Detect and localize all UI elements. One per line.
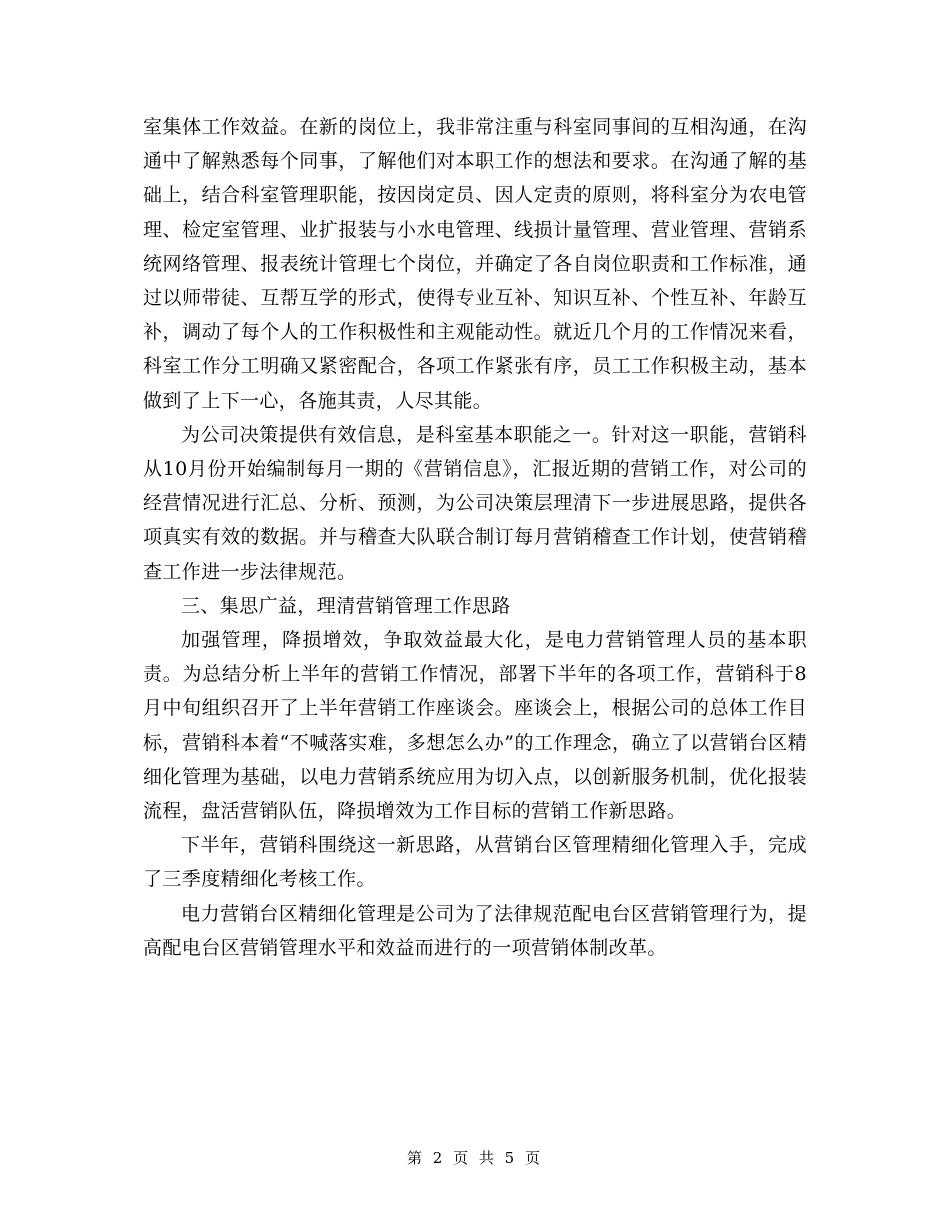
paragraph-second-half: 下半年，营销科围绕这一新思路，从营销台区管理精细化管理入手，完成了三季度精细化考核工作。: [143, 834, 807, 891]
page-number-footer: 第 2 页 共 5 页: [407, 1149, 543, 1167]
paragraph-management-duty: 加强管理，降损增效，争取效益最大化，是电力营销管理人员的基本职责。为总结分析上半年的营销工作情况，部署下半年的各项工作，营销科于8月中旬组织召开了上半年营销工作座谈会。座谈会上，根据公司的总体工作目标，营销科本着“不喊落实难，多想怎么办”的工作理念，确立了以营销台区精细化管理为基础，以电力营销系统应用为切入点，以创新服务机制，优化报装流程，盘活营销队伍，降损增效为工作目标的营销工作新思路。: [143, 629, 807, 823]
paragraph-refined-management: 电力营销台区精细化管理是公司为了法律规范配电台区营销管理行为，提高配电台区营销管理水平和效益而进行的一项营销体制改革。: [143, 902, 807, 959]
paragraph-decision-info: 为公司决策提供有效信息，是科室基本职能之一。针对这一职能，营销科从10月份开始编制每月一期的《营销信息》，汇报近期的营销工作，对公司的经营情况进行汇总、分析、预测，为公司决策层理清下一步进展思路，提供各项真实有效的数据。并与稽查大队联合制订每月营销稽查工作计划，使营销稽查工作进一步法律规范。: [143, 423, 807, 583]
document-body: [143, 110, 807, 965]
paragraph-continuation: 室集体工作效益。在新的岗位上，我非常注重与科室同事间的互相沟通，在沟通中了解熟悉每个同事，了解他们对本职工作的想法和要求。在沟通了解的基础上，结合科室管理职能，按因岗定员、因人定责的原则，将科室分为农电管理、检定室管理、业扩报装与小水电管理、线损计量管理、营业管理、营销系统网络管理、报表统计管理七个岗位，并确定了各自岗位职责和工作标准，通过以师带徒、互帮互学的形式，使得专业互补、知识互补、个性互补、年龄互补，调动了每个人的工作积极性和主观能动性。就近几个月的工作情况来看，科室工作分工明确又紧密配合，各项工作紧张有序，员工工作积极主动，基本做到了上下一心，各施其责，人尽其能。: [143, 116, 807, 412]
section-heading-three: 三、集思广益，理清营销管理工作思路: [181, 594, 511, 617]
